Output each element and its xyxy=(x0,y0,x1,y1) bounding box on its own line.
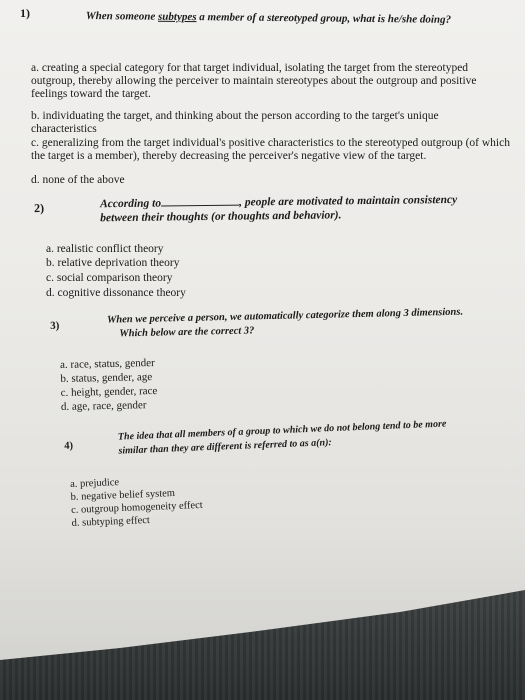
question-1-stem-end: a member of a stereotyped group, what is he/she doing? xyxy=(196,11,452,26)
question-2-option-d: d. cognitive dissonance theory xyxy=(46,287,186,299)
question-2-stem-line-2: between their thoughts (or thoughts and behavior). xyxy=(100,209,342,225)
question-1-stem-start: When someone xyxy=(85,9,159,23)
question-1-option-d: d. none of the above xyxy=(31,174,125,186)
question-1-option-a: a. creating a special category for that target individual, isolating the target from the stereotyped outgroup, thereby allowing the perceiver to maintain stereotypes about the outgroup and positive feelings toward the target. xyxy=(31,62,477,100)
question-3-stem-line-2: Which below are the correct 3? xyxy=(119,325,255,340)
question-3-option-c: c. height, gender, race xyxy=(60,384,158,399)
question-1-number: 1) xyxy=(20,6,30,20)
question-3-stem-line-1: When we perceive a person, we automatically categorize them along 3 dimensions. xyxy=(106,306,464,326)
question-4-option-b: b. negative belief system xyxy=(70,487,176,503)
question-2-option-a: a. realistic conflict theory xyxy=(46,243,164,255)
question-2-stem-part-2: , people are motivated to maintain consistency xyxy=(238,193,458,209)
question-4-option-d: d. subtyping effect xyxy=(71,514,151,529)
question-2-option-b: b. relative deprivation theory xyxy=(46,257,180,269)
question-3-option-a: a. race, status, gender xyxy=(59,357,155,371)
question-1-stem-underlined: subtypes xyxy=(157,10,197,24)
question-3-option-b: b. status, gender, age xyxy=(60,371,153,385)
question-2-stem-part-1: According to xyxy=(99,197,162,211)
question-3-number: 3) xyxy=(50,319,60,332)
question-4-stem-line-1: The idea that all members of a group to which we do not belong tend to be more xyxy=(117,418,447,443)
question-4-stem-line-2: similar than they are different is referred to as a(n): xyxy=(118,437,332,457)
question-2-option-c: c. social comparison theory xyxy=(46,272,173,284)
question-3-option-d: d. age, race, gender xyxy=(60,399,147,413)
question-4-option-c: c. outgroup homogeneity effect xyxy=(70,499,203,516)
question-4-number: 4) xyxy=(64,440,74,452)
question-1-option-b: b. individuating the target, and thinking about the person according to the target's unique characteristics xyxy=(31,110,439,135)
question-2-number: 2) xyxy=(34,200,45,216)
answer-blank xyxy=(161,196,239,207)
question-4-option-a: a. prejudice xyxy=(69,477,120,490)
question-1-option-c: c. generalizing from the target individual's positive characteristics to the stereotyped outgroup (of which the target is a member), thereby decreasing the perceiver's negative view of the target. xyxy=(31,137,510,162)
